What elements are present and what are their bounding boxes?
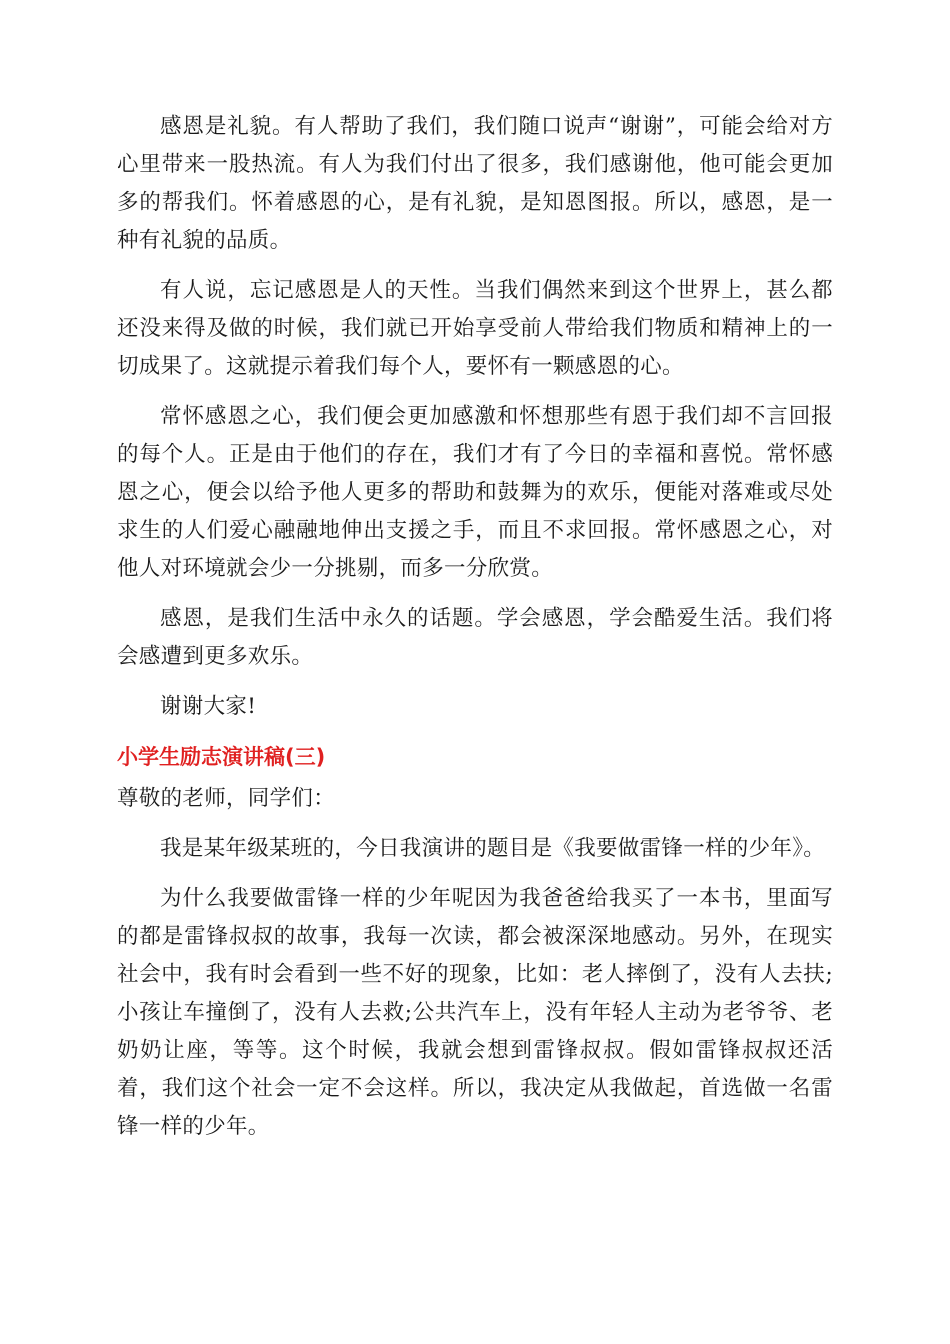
paragraph-eternal-topic: 感恩，是我们生活中永久的话题。学会感恩，学会酷爱生活。我们将会感遭到更多欢乐。 (117, 606, 833, 669)
paragraph-why-leifeng: 为什么我要做雷锋一样的少年呢因为我爸爸给我买了一本书，里面写的都是雷锋叔叔的故事，我每一次读，都会被深深地感动。另外，在现实社会中，我有时会看到一些不好的现象，比如：老人摔倒了，没有人去扶;小孩让车撞倒了，没有人去救;公共汽车上，没有年轻人主动为老爷爷、老奶奶让座，等等。这个时候，我就会想到雷锋叔叔。假如雷锋叔叔还活着，我们这个社会一定不会这样。所以，我决定从我做起，首选做一名雷锋一样的少年。 (117, 886, 833, 1139)
salutation: 尊敬的老师，同学们： (117, 786, 336, 811)
paragraph-grateful-heart: 常怀感恩之心，我们便会更加感激和怀想那些有恩于我们却不言回报的每个人。正是由于他们的存在，我们才有了今日的幸福和喜悦。常怀感恩之心，便会以给予他人更多的帮助和鼓舞为的欢乐，便能对落难或尽处求生的人们爱心融融地伸出支援之手，而且不求回报。常怀感恩之心，对他人对环境就会少一分挑剔，而多一分欣赏。 (117, 404, 833, 581)
paragraph-courtesy: 感恩是礼貌。有人帮助了我们，我们随口说声“谢谢”，可能会给对方心里带来一股热流。有人为我们付出了很多，我们感谢他，他可能会更加多的帮我们。怀着感恩的心，是有礼貌，是知恩图报。所以，感恩，是一种有礼貌的品质。 (117, 114, 833, 253)
paragraph-thanks: 谢谢大家! (160, 694, 257, 719)
paragraph-intro: 我是某年级某班的，今日我演讲的题目是《我要做雷锋一样的少年》。 (160, 836, 826, 861)
section-heading: 小学生励志演讲稿(三) (117, 745, 326, 769)
paragraph-nature: 有人说，忘记感恩是人的天性。当我们偶然来到这个世界上，甚么都还没来得及做的时候，我们就已开始享受前人带给我们物质和精神上的一切成果了。这就提示着我们每个人，要怀有一颗感恩的心。 (117, 278, 833, 379)
document-page (117, 108, 833, 1158)
